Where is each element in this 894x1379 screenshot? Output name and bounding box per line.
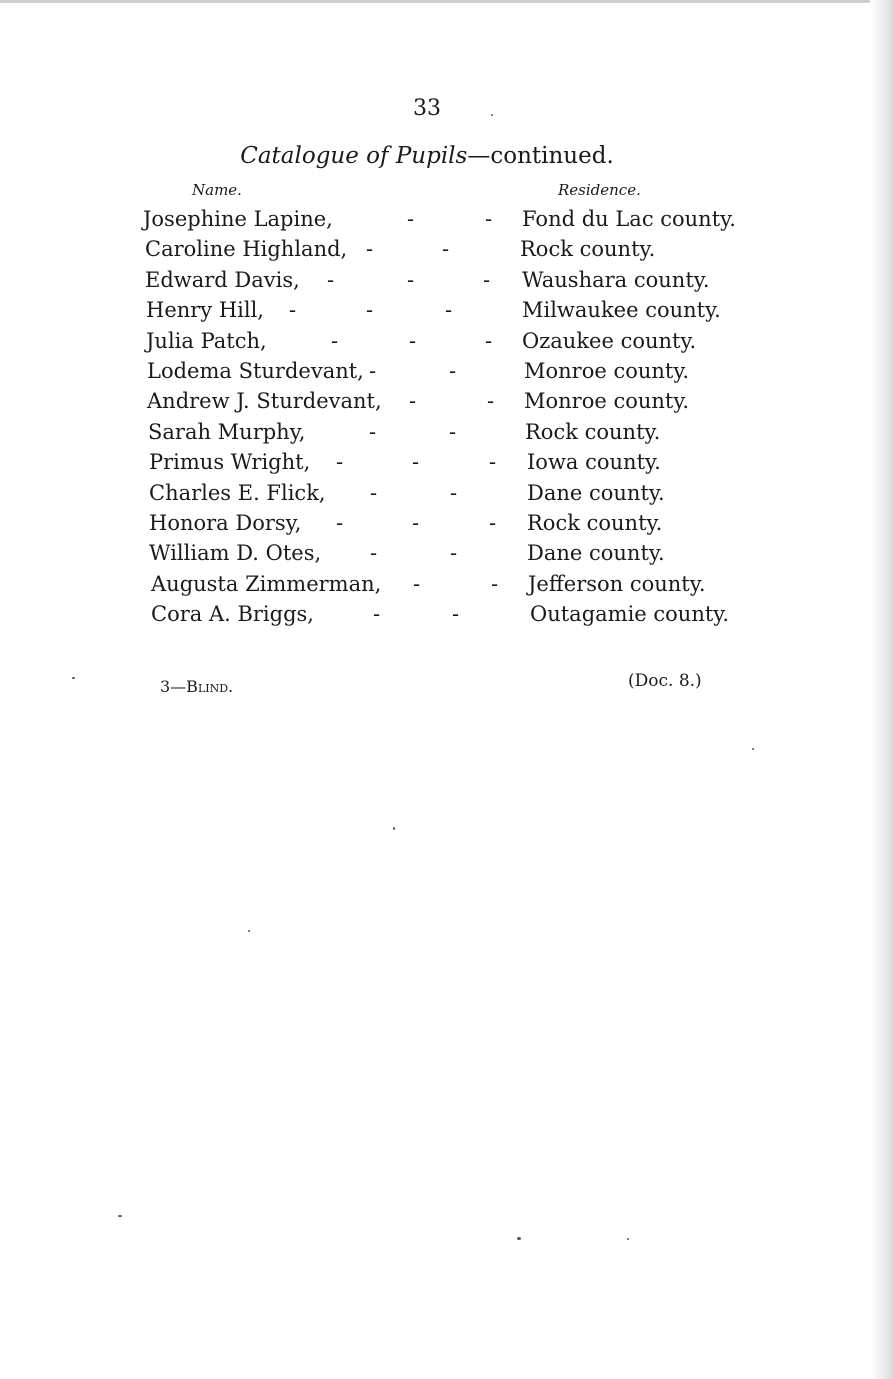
leader-dash: - xyxy=(369,358,377,383)
pupil-residence: Dane county. xyxy=(527,541,665,566)
leader-dash: - xyxy=(445,298,453,323)
document-reference: (Doc. 8.) xyxy=(628,671,702,691)
pupil-residence: Milwaukee county. xyxy=(522,298,721,323)
leader-dash: - xyxy=(412,450,420,475)
pupil-name: Honora Dorsy, xyxy=(149,510,302,535)
leader-dash: - xyxy=(487,389,495,414)
leader-dash: - xyxy=(336,510,344,535)
leader-dash: - xyxy=(409,328,417,353)
leader-dash: - xyxy=(370,480,378,505)
signature-mark: 3—Blind. xyxy=(160,677,234,696)
pupil-row xyxy=(0,326,870,356)
pupil-name: Henry Hill, xyxy=(146,298,264,323)
page-top-edge xyxy=(0,0,870,3)
pupil-row xyxy=(0,295,870,325)
title-italic: Catalogue of Pupils xyxy=(240,143,468,169)
leader-dash: - xyxy=(413,571,421,596)
leader-dash: - xyxy=(412,510,420,535)
column-header-name: Name. xyxy=(192,181,242,199)
leader-dash: - xyxy=(450,480,458,505)
leader-dash: - xyxy=(450,541,458,566)
pupil-residence: Ozaukee county. xyxy=(522,328,697,353)
leader-dash: - xyxy=(452,602,460,627)
pupil-name: Caroline Highland, xyxy=(145,237,348,262)
page-number: 33 xyxy=(413,96,441,121)
pupil-residence: Rock county. xyxy=(527,510,663,535)
leader-dash: - xyxy=(485,328,493,353)
pupil-residence: Jefferson county. xyxy=(528,571,706,596)
page-title xyxy=(0,143,854,169)
ink-speck xyxy=(517,1237,521,1240)
pupil-residence: Monroe county. xyxy=(524,358,690,383)
page-right-edge xyxy=(870,0,894,1379)
ink-speck xyxy=(491,114,493,116)
pupil-row xyxy=(0,478,870,508)
pupil-row xyxy=(0,356,870,386)
pupil-residence: Monroe county. xyxy=(524,389,690,414)
leader-dash: - xyxy=(485,207,493,231)
pupil-name: Josephine Lapine, xyxy=(143,207,333,231)
leader-dash: - xyxy=(407,267,415,292)
ink-speck xyxy=(118,1215,122,1217)
pupil-row xyxy=(0,386,870,416)
pupil-name: Lodema Sturdevant, xyxy=(147,358,364,383)
pupil-residence: Rock county. xyxy=(525,419,661,444)
leader-dash: - xyxy=(336,450,344,475)
pupil-residence: Rock county. xyxy=(520,237,656,262)
leader-dash: - xyxy=(449,358,457,383)
leader-dash: - xyxy=(289,298,297,323)
pupil-row xyxy=(0,569,870,599)
pupil-list xyxy=(0,204,870,629)
pupil-name: Primus Wright, xyxy=(149,450,311,475)
ink-speck xyxy=(248,930,250,932)
leader-dash: - xyxy=(442,237,450,262)
pupil-name: Charles E. Flick, xyxy=(149,480,326,505)
pupil-row xyxy=(0,508,870,538)
pupil-name: Sarah Murphy, xyxy=(148,419,306,444)
pupil-row xyxy=(0,265,870,295)
leader-dash: - xyxy=(327,267,335,292)
pupil-residence: Iowa county. xyxy=(527,450,661,475)
pupil-row xyxy=(0,234,870,264)
pupil-row xyxy=(0,417,870,447)
pupil-name: Cora A. Briggs, xyxy=(151,602,314,627)
leader-dash: - xyxy=(483,267,491,292)
leader-dash: - xyxy=(366,237,374,262)
leader-dash: - xyxy=(369,419,377,444)
pupil-name: Julia Patch, xyxy=(146,328,267,353)
ink-speck xyxy=(393,827,395,830)
pupil-residence: Outagamie county. xyxy=(530,602,730,627)
ink-speck xyxy=(752,748,754,750)
pupil-residence: Fond du Lac county. xyxy=(522,207,736,231)
leader-dash: - xyxy=(370,541,378,566)
pupil-row xyxy=(0,538,870,568)
column-header-residence: Residence. xyxy=(558,181,641,199)
leader-dash: - xyxy=(366,298,374,323)
leader-dash: - xyxy=(409,389,417,414)
ink-speck xyxy=(72,677,75,679)
title-continued: —continued. xyxy=(467,143,614,169)
ink-speck xyxy=(627,1238,629,1240)
leader-dash: - xyxy=(489,450,497,475)
pupil-name: Augusta Zimmerman, xyxy=(151,571,382,596)
leader-dash: - xyxy=(407,207,415,231)
leader-dash: - xyxy=(331,328,339,353)
pupil-row xyxy=(0,447,870,477)
leader-dash: - xyxy=(373,602,381,627)
leader-dash: - xyxy=(449,419,457,444)
leader-dash: - xyxy=(489,510,497,535)
pupil-residence: Dane county. xyxy=(527,480,665,505)
pupil-row xyxy=(0,599,870,629)
pupil-residence: Waushara county. xyxy=(522,267,710,292)
pupil-name: Edward Davis, xyxy=(145,267,300,292)
pupil-name: Andrew J. Sturdevant, xyxy=(147,389,382,414)
pupil-row xyxy=(0,204,870,234)
pupil-name: William D. Otes, xyxy=(149,541,322,566)
leader-dash: - xyxy=(491,571,499,596)
